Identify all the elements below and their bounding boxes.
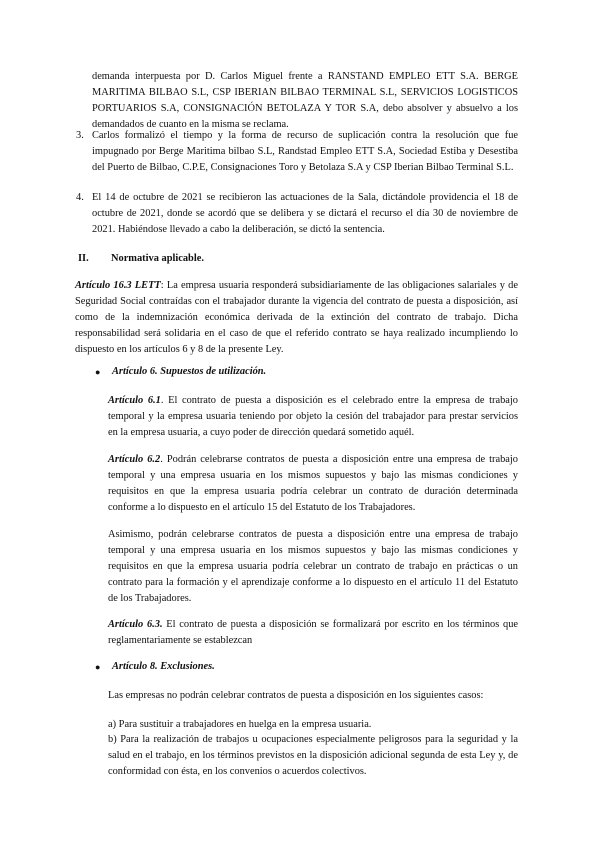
item-number: 4.	[76, 192, 84, 203]
bullet-dot: ●	[95, 662, 101, 672]
section-title: Normativa aplicable.	[111, 253, 204, 264]
item-text: El 14 de octubre de 2021 se recibieron las actuaciones de la Sala, dictándole providencia el 18 de octubre de 2021, donde se acordó que se delibera y se dictará el recurso el día 30 de noviembre de 2021. Habiéndose llevado a cabo la deliberación, se dictó la sentencia.	[92, 192, 518, 235]
article-text: El contrato de puesta a disposición se formalizará por escrito en los términos que reglamentariamente se establezcan	[108, 619, 519, 646]
bullet-article-8	[95, 659, 518, 675]
exclusiones-intro: Las empresas no podrán celebrar contratos de puesta a disposición en los siguientes casos:	[108, 690, 484, 701]
article-6-1	[108, 393, 518, 441]
bullet-dot: ●	[95, 367, 101, 377]
numbered-item-3	[76, 128, 518, 176]
article-16-3	[75, 278, 518, 358]
exclusion-a: a) Para sustituir a trabajadores en huelga en la empresa usuaria.	[108, 719, 372, 730]
article-text: . Podrán celebrarse contratos de puesta a disposición entre una empresa de trabajo temporal y una empresa usuaria en los mismos supuestos y bajo las mismas condiciones y requisitos en que la empresa usuaria podría celebrar un contrato de duración determinada conforme a lo dispuesto en el artículo 15 del Estatuto de los Trabajadores.	[108, 454, 518, 513]
item-text: Carlos formalizó el tiempo y la forma de recurso de suplicación contra la resolución que fue impugnado por Berge Maritima bilbao S.L, Randstad Empleo ETT S.A, Sociedad Estiba y Desestiba del Puerto de Bilbao, C.P.E, Consignaciones Toro y Betolaza S.A y CSP Iberian Bilbao Terminal S.L.	[92, 130, 518, 173]
article-label: Artículo 6.1	[108, 395, 161, 406]
article-6-3	[108, 617, 518, 649]
article-label: Artículo 6.3.	[108, 619, 163, 630]
section-heading	[78, 251, 518, 267]
paragraph-asimismo: Asimismo, podrán celebrarse contratos de puesta a disposición entre una empresa de trabajo temporal y una empresa usuaria en los mismos supuestos y bajo las mismas condiciones y requisitos en que la empresa usuaria podría celebrar un contrato de trabajo en prácticas o un contrato para la formación y el aprendizaje conforme a lo dispuesto en el artículo 11 del Estatuto de los Trabajadores.	[108, 529, 518, 604]
section-number: II.	[78, 253, 89, 264]
bullet-title: Artículo 6. Supuestos de utilización.	[112, 366, 267, 377]
bullet-article-6	[95, 364, 518, 380]
bullet-title: Artículo 8. Exclusiones.	[112, 661, 215, 672]
exclusion-b: b) Para la realización de trabajos u ocupaciones especialmente peligrosos para la seguridad y la salud en el trabajo, en los términos previstos en la disposición adicional segunda de esta Ley y, de conformidad con ésta, en los convenios o acuerdos colectivos.	[108, 734, 518, 777]
article-label: Artículo 6.2	[108, 454, 161, 465]
item-number: 3.	[76, 130, 84, 141]
paragraph-continuation: demanda interpuesta por D. Carlos Miguel frente a RANSTAND EMPLEO ETT S.A. BERGE MARITIMA BILBAO S.L, CSP IBERIAN BILBAO TERMINAL S.L, SERVICIOS LOGISTICOS PORTUARIOS S.A, CONSIGNACIÓN BETOLAZA Y TOR S.A, debo absolver y absuelvo a los demandados de cuanto en la misma se reclama.	[92, 71, 518, 130]
article-text: . El contrato de puesta a disposición es el celebrado entre la empresa de trabajo temporal y la empresa usuaria teniendo por objeto la cesión del trabajador para prestar servicios en la empresa usuaria, a cuyo poder de dirección quedará sometido aquél.	[108, 395, 518, 438]
article-text: : La empresa usuaria responderá subsidiariamente de las obligaciones salariales y de Seguridad Social contraídas con el trabajador durante la vigencia del contrato de puesta a disposición, así como de la indemnización económica derivada de la extinción del contrato de trabajo. Dicha responsabilidad será solidaria en el caso de que el referido contrato se haya realizado incumpliendo lo dispuesto en los artículos 6 y 8 de la presente Ley.	[75, 280, 518, 355]
numbered-item-4	[76, 190, 518, 238]
article-label: Artículo 16.3 LETT	[75, 280, 161, 291]
article-6-2	[108, 452, 518, 516]
